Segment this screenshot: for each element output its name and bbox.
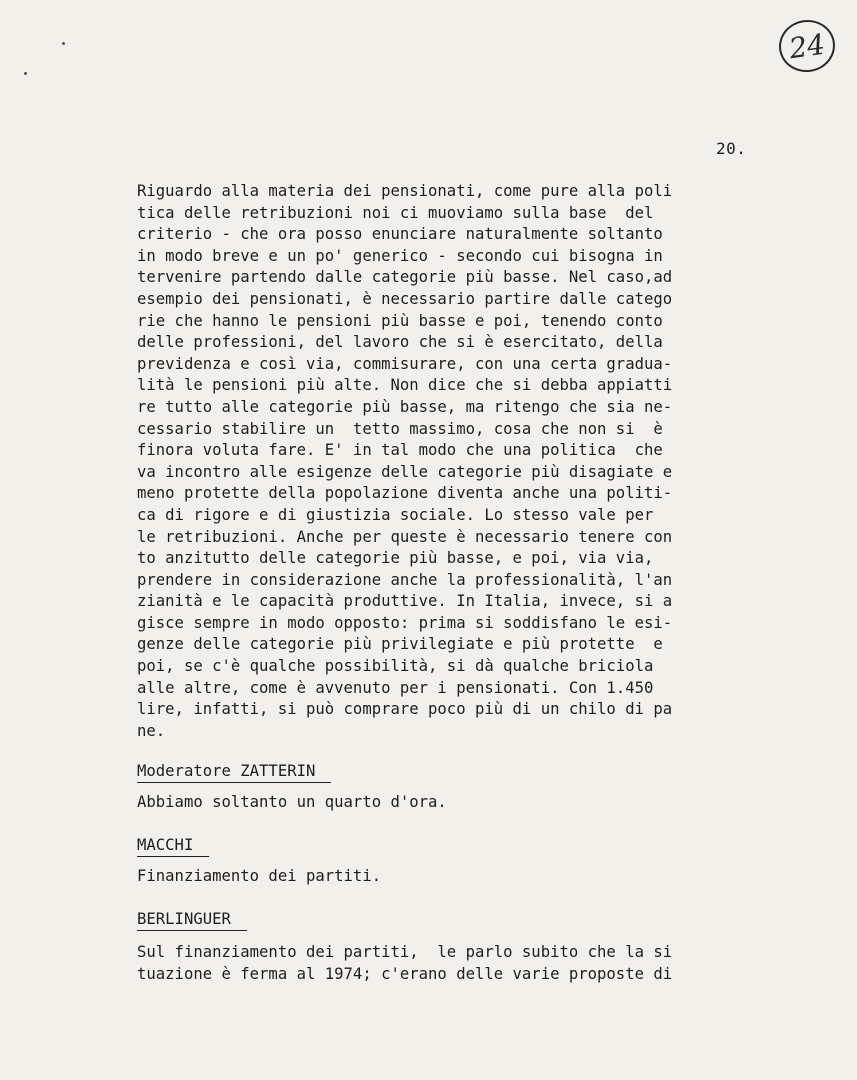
seal-number: 24	[787, 27, 827, 65]
speech-berlinguer: Sul finanziamento dei partiti, le parlo subito che la si tuazione è ferma al 1974; c'erano delle varie proposte di	[137, 943, 673, 983]
main-paragraph: Riguardo alla materia dei pensionati, come pure alla poli tica delle retribuzioni noi ci muoviamo sulla base del criterio - che ora posso enunciare naturalmente soltanto in modo breve e un po' generico - secondo cui bisogna in tervenire partendo dalle categorie più basse. Nel caso,ad esempio dei pensionati, è necessario partire dalle catego rie che hanno le pensioni più basse e poi, tenendo conto delle professioni, del lavoro che si è esercitato, della previdenza e così via, commisurare, con una certa gradua- lità le pensioni più alte. Non dice che si debba appiatti re tutto alle categorie più basse, ma ritengo che sia ne- cessario stabilire un tetto massimo, cosa che non si è finora voluta fare. E' in tal modo che una politica che va incontro alle esigenze delle categorie più disagiate e meno protette della popolazione diventa anche una politi- ca di rigore e di giustizia sociale. Lo stesso vale per le retribuzioni. Anche per queste è necessario tenere con to anzitutto delle categorie più basse, e poi, via via, prendere in considerazione anche la professionalità, l'an zianità e le capacità produttive. In Italia, invece, si a gisce sempre in modo opposto: prima si soddisfano le esi- genze delle categorie più privilegiate e più protette e poi, se c'è qualche possibilità, si dà qualche briciola alle altre, come è avvenuto per i pensionati. Con 1.450 lire, infatti, si può comprare poco più di un chilo di pa ne.	[137, 182, 673, 740]
speech-zatterin: Abbiamo soltanto un quarto d'ora.	[137, 793, 447, 811]
speaker-heading-zatterin: Moderatore ZATTERIN	[137, 761, 331, 783]
page-seal-stamp	[776, 16, 839, 75]
speaker-heading-berlinguer: BERLINGUER	[137, 909, 247, 931]
page-number: 20.	[716, 139, 747, 158]
scan-speck	[62, 42, 65, 45]
speaker-heading-macchi: MACCHI	[137, 835, 209, 857]
scan-speck	[24, 72, 27, 75]
speech-macchi: Finanziamento dei partiti.	[137, 867, 382, 885]
